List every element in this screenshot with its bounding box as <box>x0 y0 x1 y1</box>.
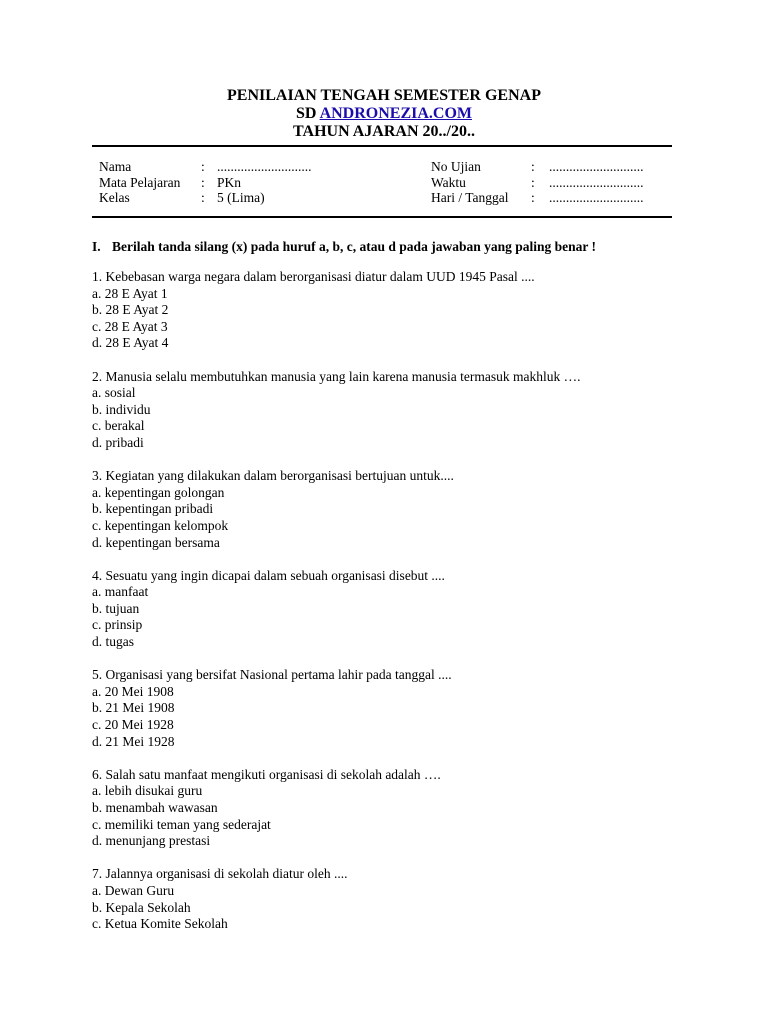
question-stem: 6. Salah satu manfaat mengikuti organisasi di sekolah adalah …. <box>92 766 441 782</box>
identity-colon: : <box>201 159 205 174</box>
identity-label: Hari / Tanggal <box>431 190 509 205</box>
identity-label: Nama <box>99 159 132 174</box>
question-item <box>92 468 692 551</box>
answer-option[interactable]: a. 20 Mei 1908 <box>92 683 174 699</box>
identity-right-column <box>431 159 644 206</box>
identity-label: No Ujian <box>431 159 481 174</box>
identity-label: Mata Pelajaran <box>99 174 181 190</box>
answer-option[interactable]: b. kepentingan pribadi <box>92 501 214 517</box>
question-stem: 7. Jalannya organisasi di sekolah diatur oleh .... <box>92 866 348 882</box>
question-item <box>92 568 692 651</box>
identity-label: Waktu <box>431 174 466 190</box>
identity-value: PKn <box>217 174 242 190</box>
answer-option[interactable]: c. prinsip <box>92 617 143 633</box>
question-item <box>92 667 692 750</box>
answer-option[interactable]: a. lebih disukai guru <box>92 783 203 799</box>
section-instruction: Berilah tanda silang (x) pada huruf a, b, c, atau d pada jawaban yang paling benar ! <box>112 239 596 254</box>
answer-option[interactable]: b. menambah wawasan <box>92 800 218 815</box>
identity-left-column <box>99 159 312 206</box>
identity-colon: : <box>531 159 535 174</box>
question-item <box>92 269 692 352</box>
answer-option[interactable]: d. 21 Mei 1928 <box>92 733 175 749</box>
identity-colon: : <box>531 174 535 190</box>
academic-year: TAHUN AJARAN 20../20.. <box>293 123 475 140</box>
answer-option[interactable]: a. 28 E Ayat 1 <box>92 285 168 301</box>
question-stem: 3. Kegiatan yang dilakukan dalam berorganisasi bertujuan untuk.... <box>92 468 454 484</box>
section-number: I. <box>92 239 101 254</box>
identity-colon: : <box>201 174 205 190</box>
question-item <box>92 866 692 932</box>
answer-option[interactable]: a. sosial <box>92 385 136 401</box>
school-prefix: SD <box>295 105 320 122</box>
answer-option[interactable]: b. tujuan <box>92 600 140 616</box>
answer-option[interactable]: b. individu <box>92 401 151 417</box>
answer-option[interactable]: d. tugas <box>92 634 134 650</box>
answer-option[interactable]: c. memiliki teman yang sederajat <box>92 816 271 832</box>
identity-colon: : <box>201 190 205 205</box>
header-divider-top <box>92 145 672 147</box>
answer-option[interactable]: a. Dewan Guru <box>92 882 175 898</box>
question-item <box>92 767 692 850</box>
identity-value: 5 (Lima) <box>217 190 265 205</box>
identity-row-time <box>431 175 644 191</box>
answer-option[interactable]: a. kepentingan golongan <box>92 484 225 500</box>
school-website-link[interactable]: ANDRONEZIA.COM <box>319 105 473 122</box>
question-stem: 4. Sesuatu yang ingin dicapai dalam sebuah organisasi disebut .... <box>92 567 445 583</box>
answer-option[interactable]: b. Kepala Sekolah <box>92 899 191 915</box>
answer-option[interactable]: d. 28 E Ayat 4 <box>92 335 169 351</box>
answer-option[interactable]: d. kepentingan bersama <box>92 534 220 550</box>
identity-row-day-date <box>431 190 644 206</box>
question-item <box>92 369 692 452</box>
exam-title: PENILAIAN TENGAH SEMESTER GENAP <box>227 87 541 104</box>
identity-colon: : <box>531 190 535 205</box>
answer-option[interactable]: d. pribadi <box>92 434 144 450</box>
answer-option[interactable]: c. kepentingan kelompok <box>92 517 229 533</box>
question-stem: 5. Organisasi yang bersifat Nasional pertama lahir pada tanggal .... <box>92 667 452 683</box>
header-divider-bottom <box>92 216 672 218</box>
identity-row-class <box>99 190 312 206</box>
identity-value: ............................ <box>549 174 644 190</box>
identity-label: Kelas <box>99 190 130 205</box>
identity-value: ............................ <box>549 159 644 174</box>
answer-option[interactable]: c. 20 Mei 1928 <box>92 717 174 733</box>
answer-option[interactable]: c. berakal <box>92 418 145 434</box>
identity-row-exam-number <box>431 159 644 175</box>
answer-option[interactable]: a. manfaat <box>92 584 149 600</box>
question-stem: 2. Manusia selalu membutuhkan manusia yang lain karena manusia termasuk makhluk …. <box>92 368 581 384</box>
answer-option[interactable]: b. 28 E Ayat 2 <box>92 302 169 318</box>
school-name-line <box>0 105 768 123</box>
answer-option[interactable]: d. menunjang prestasi <box>92 833 211 849</box>
question-stem: 1. Kebebasan warga negara dalam berorganisasi diatur dalam UUD 1945 Pasal .... <box>92 269 535 284</box>
identity-row-subject <box>99 175 312 191</box>
section-heading <box>92 239 596 255</box>
identity-value: ............................ <box>549 190 644 205</box>
identity-row-name <box>99 159 312 175</box>
answer-option[interactable]: c. 28 E Ayat 3 <box>92 318 168 334</box>
answer-option[interactable]: c. Ketua Komite Sekolah <box>92 916 228 932</box>
answer-option[interactable]: b. 21 Mei 1908 <box>92 700 175 716</box>
exam-title-block <box>0 87 768 141</box>
identity-value: ............................ <box>217 159 312 174</box>
question-list <box>92 269 692 949</box>
